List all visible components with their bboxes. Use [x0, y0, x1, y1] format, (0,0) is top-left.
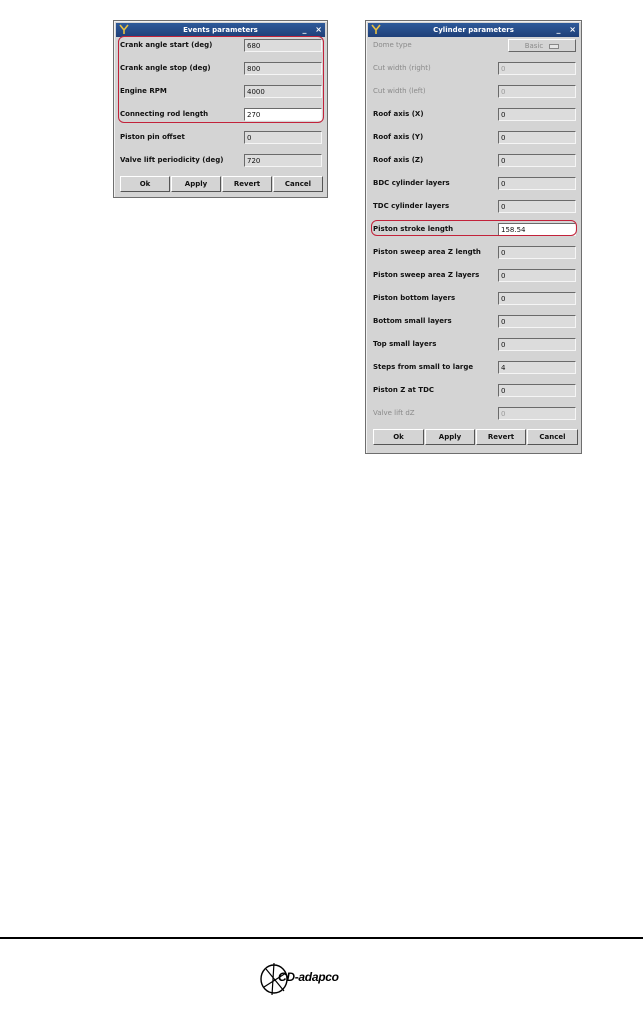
field-label: Crank angle start (deg)	[120, 41, 213, 49]
field-label: Connecting rod length	[120, 110, 209, 118]
tdc-cylinder-layers-input[interactable]: 0	[498, 200, 576, 213]
highlight-box	[118, 36, 324, 123]
field-label: Roof axis (Y)	[373, 133, 424, 141]
row-bottom-small-layers	[373, 313, 576, 333]
field-label: TDC cylinder layers	[373, 202, 450, 210]
field-label: Piston sweep area Z layers	[373, 271, 480, 279]
steps-small-to-large-input[interactable]: 4	[498, 361, 576, 374]
field-label: Cut width (right)	[373, 64, 431, 72]
highlight-box	[371, 220, 577, 236]
piston-z-at-tdc-input[interactable]: 0	[498, 384, 576, 397]
roof-axis-x-input[interactable]: 0	[498, 108, 576, 121]
minimize-icon[interactable]: _	[302, 25, 307, 34]
piston-bottom-layers-input[interactable]: 0	[498, 292, 576, 305]
row-dome-type	[373, 37, 576, 57]
field-label: BDC cylinder layers	[373, 179, 450, 187]
field-label: Piston pin offset	[120, 133, 185, 141]
apply-button[interactable]: Apply	[425, 429, 475, 445]
row-cut-width-right	[373, 60, 576, 80]
cancel-button[interactable]: Cancel	[273, 176, 323, 192]
field-label: Dome type	[373, 41, 412, 49]
footer-divider	[0, 937, 643, 939]
revert-button[interactable]: Revert	[222, 176, 272, 192]
ok-button[interactable]: Ok	[120, 176, 170, 192]
cancel-button[interactable]: Cancel	[527, 429, 578, 445]
cd-adapco-logo	[258, 957, 368, 1001]
cylinder-title: Cylinder parameters	[433, 26, 514, 34]
field-label: Crank angle stop (deg)	[120, 64, 211, 72]
field-label: Valve lift dZ	[373, 409, 415, 417]
roof-axis-y-input[interactable]: 0	[498, 131, 576, 144]
connecting-rod-length-input[interactable]: 270	[244, 108, 322, 121]
apply-button[interactable]: Apply	[171, 176, 221, 192]
piston-stroke-length-input[interactable]: 158.54	[498, 223, 576, 236]
piston-sweep-area-z-layers-input[interactable]: 0	[498, 269, 576, 282]
field-label: Piston Z at TDC	[373, 386, 435, 394]
field-label: Steps from small to large	[373, 363, 474, 371]
cut-width-right-input[interactable]: 0	[498, 62, 576, 75]
field-label: Roof axis (Z)	[373, 156, 424, 164]
row-piston-sweep-area-z-layers	[373, 267, 576, 287]
cylinder-parameters-dialog	[365, 20, 582, 454]
field-label: Top small layers	[373, 340, 437, 348]
bdc-cylinder-layers-input[interactable]: 0	[498, 177, 576, 190]
minimize-icon[interactable]: _	[556, 25, 561, 34]
revert-button[interactable]: Revert	[476, 429, 526, 445]
logo-text: CD-adapco	[278, 970, 339, 984]
crank-angle-stop-input[interactable]: 800	[244, 62, 322, 75]
row-top-small-layers	[373, 336, 576, 356]
app-icon	[371, 24, 381, 35]
events-titlebar[interactable]	[116, 23, 325, 37]
field-label: Valve lift periodicity (deg)	[120, 156, 224, 164]
field-label: Cut width (left)	[373, 87, 426, 95]
row-bdc-cylinder-layers	[373, 175, 576, 195]
close-icon[interactable]: ×	[569, 25, 576, 34]
events-parameters-dialog	[113, 20, 328, 198]
crank-angle-start-input[interactable]: 680	[244, 39, 322, 52]
ok-button[interactable]: Ok	[373, 429, 424, 445]
cylinder-titlebar[interactable]	[368, 23, 579, 37]
row-piston-bottom-layers	[373, 290, 576, 310]
row-piston-z-at-tdc	[373, 382, 576, 402]
row-tdc-cylinder-layers	[373, 198, 576, 218]
piston-pin-offset-input[interactable]: 0	[244, 131, 322, 144]
app-icon	[119, 24, 129, 35]
field-label: Roof axis (X)	[373, 110, 424, 118]
dome-type-select[interactable]	[508, 39, 576, 52]
piston-sweep-area-z-length-input[interactable]: 0	[498, 246, 576, 259]
field-label: Piston sweep area Z length	[373, 248, 481, 256]
row-steps-small-to-large	[373, 359, 576, 379]
row-piston-pin-offset	[120, 129, 322, 149]
row-roof-axis-x	[373, 106, 576, 126]
field-label: Bottom small layers	[373, 317, 452, 325]
row-valve-lift-periodicity	[120, 152, 322, 172]
row-roof-axis-z	[373, 152, 576, 172]
valve-lift-periodicity-input[interactable]: 720	[244, 154, 322, 167]
bottom-small-layers-input[interactable]: 0	[498, 315, 576, 328]
field-label: Engine RPM	[120, 87, 167, 95]
row-cut-width-left	[373, 83, 576, 103]
events-title: Events parameters	[183, 26, 258, 34]
dropdown-icon	[549, 44, 559, 49]
field-label: Piston stroke length	[373, 225, 454, 233]
cut-width-left-input[interactable]: 0	[498, 85, 576, 98]
valve-lift-dz-input[interactable]: 0	[498, 407, 576, 420]
cylinder-button-bar	[373, 429, 576, 445]
events-button-bar	[120, 176, 322, 192]
row-piston-sweep-area-z-length	[373, 244, 576, 264]
row-roof-axis-y	[373, 129, 576, 149]
roof-axis-z-input[interactable]: 0	[498, 154, 576, 167]
engine-rpm-input[interactable]: 4000	[244, 85, 322, 98]
row-valve-lift-dz	[373, 405, 576, 425]
top-small-layers-input[interactable]: 0	[498, 338, 576, 351]
dome-type-value: Basic	[524, 42, 544, 50]
close-icon[interactable]: ×	[315, 25, 322, 34]
field-label: Piston bottom layers	[373, 294, 456, 302]
